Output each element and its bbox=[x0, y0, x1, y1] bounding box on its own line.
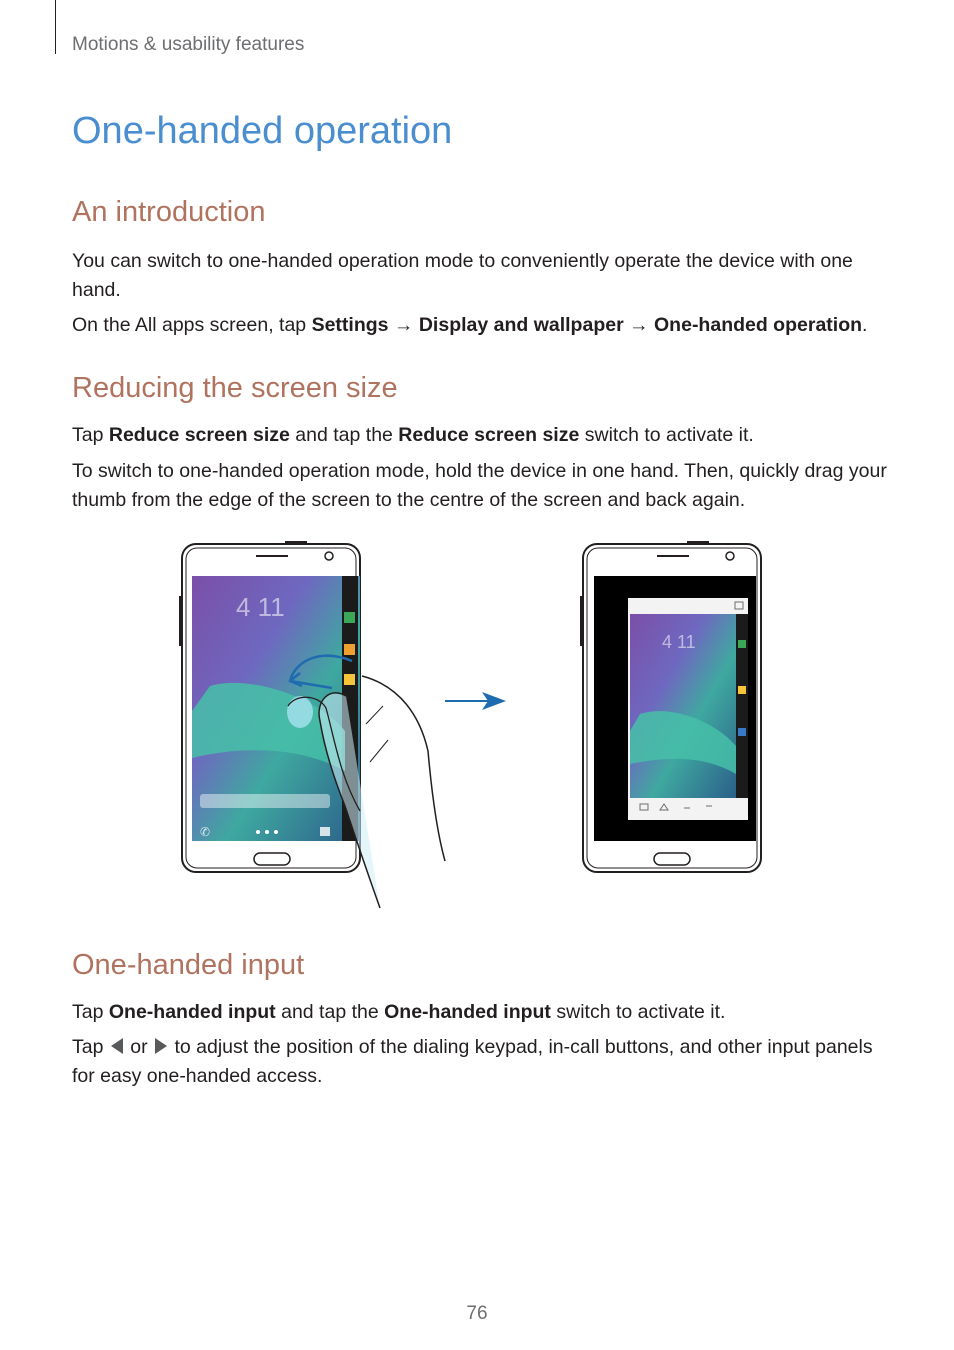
path-arrow: → bbox=[623, 314, 655, 336]
reduce-heading: Reducing the screen size bbox=[72, 372, 398, 404]
input-p1-suffix: switch to activate it. bbox=[550, 1001, 726, 1023]
arrow-right-icon bbox=[445, 692, 506, 710]
intro-paragraph-1: You can switch to one-handed operation mode to conveniently operate the device with one hand. bbox=[72, 250, 853, 301]
reduce-p1-mid: and tap the bbox=[289, 424, 399, 446]
display-wallpaper-term: Display and wallpaper bbox=[418, 314, 624, 336]
intro-paragraph-2 bbox=[72, 311, 887, 340]
reduce-paragraph-2: To switch to one-handed operation mode, hold the device in one hand. Then, quickly drag your thumb from the edge of the screen to the centre of the screen and back again. bbox=[72, 460, 887, 511]
reduce-p1-prefix: Tap bbox=[72, 424, 109, 446]
one-handed-operation-term: One-handed operation bbox=[654, 314, 863, 336]
input-paragraph-1 bbox=[72, 998, 887, 1027]
settings-term: Settings bbox=[311, 314, 389, 336]
input-heading: One-handed input bbox=[72, 949, 305, 981]
reduce-screen-size-term: Reduce screen size bbox=[108, 424, 290, 446]
intro-heading: An introduction bbox=[72, 196, 266, 228]
input-p1-prefix: Tap bbox=[72, 1001, 109, 1023]
one-handed-input-term: One-handed input bbox=[108, 1001, 276, 1023]
input-p2-suffix: to adjust the position of the dialing keypad, in-call buttons, and other input panels for easy one-handed access. bbox=[72, 1036, 873, 1087]
intro-p2-prefix: On the All apps screen, tap bbox=[72, 314, 312, 336]
svg-text:✆: ✆ bbox=[200, 825, 211, 839]
input-p2-prefix: Tap bbox=[72, 1036, 109, 1058]
reduce-screen-size-term: Reduce screen size bbox=[398, 424, 580, 446]
one-handed-illustration bbox=[170, 536, 780, 916]
intro-p2-suffix: . bbox=[862, 314, 868, 336]
running-head: Motions & usability features bbox=[72, 34, 305, 55]
reduce-paragraph-1 bbox=[72, 421, 887, 450]
page-number: 76 bbox=[466, 1303, 488, 1324]
lockscreen-clock: 4 11 bbox=[236, 592, 285, 622]
reduced-screen-phone-icon bbox=[580, 541, 761, 872]
swipe-gesture-phone-icon bbox=[179, 541, 445, 908]
path-arrow: → bbox=[388, 314, 419, 336]
arrow-left-icon bbox=[111, 1038, 123, 1054]
reduced-lockscreen-clock: 4 11 bbox=[662, 632, 696, 652]
page-title: One-handed operation bbox=[72, 110, 453, 152]
input-p2-or: or bbox=[124, 1036, 154, 1058]
arrow-right-icon bbox=[155, 1038, 167, 1054]
header-rule bbox=[55, 0, 56, 54]
reduce-p1-suffix: switch to activate it. bbox=[579, 424, 754, 446]
one-handed-input-term: One-handed input bbox=[384, 1001, 551, 1023]
input-paragraph-2 bbox=[72, 1033, 887, 1091]
input-p1-mid: and tap the bbox=[275, 1001, 385, 1023]
